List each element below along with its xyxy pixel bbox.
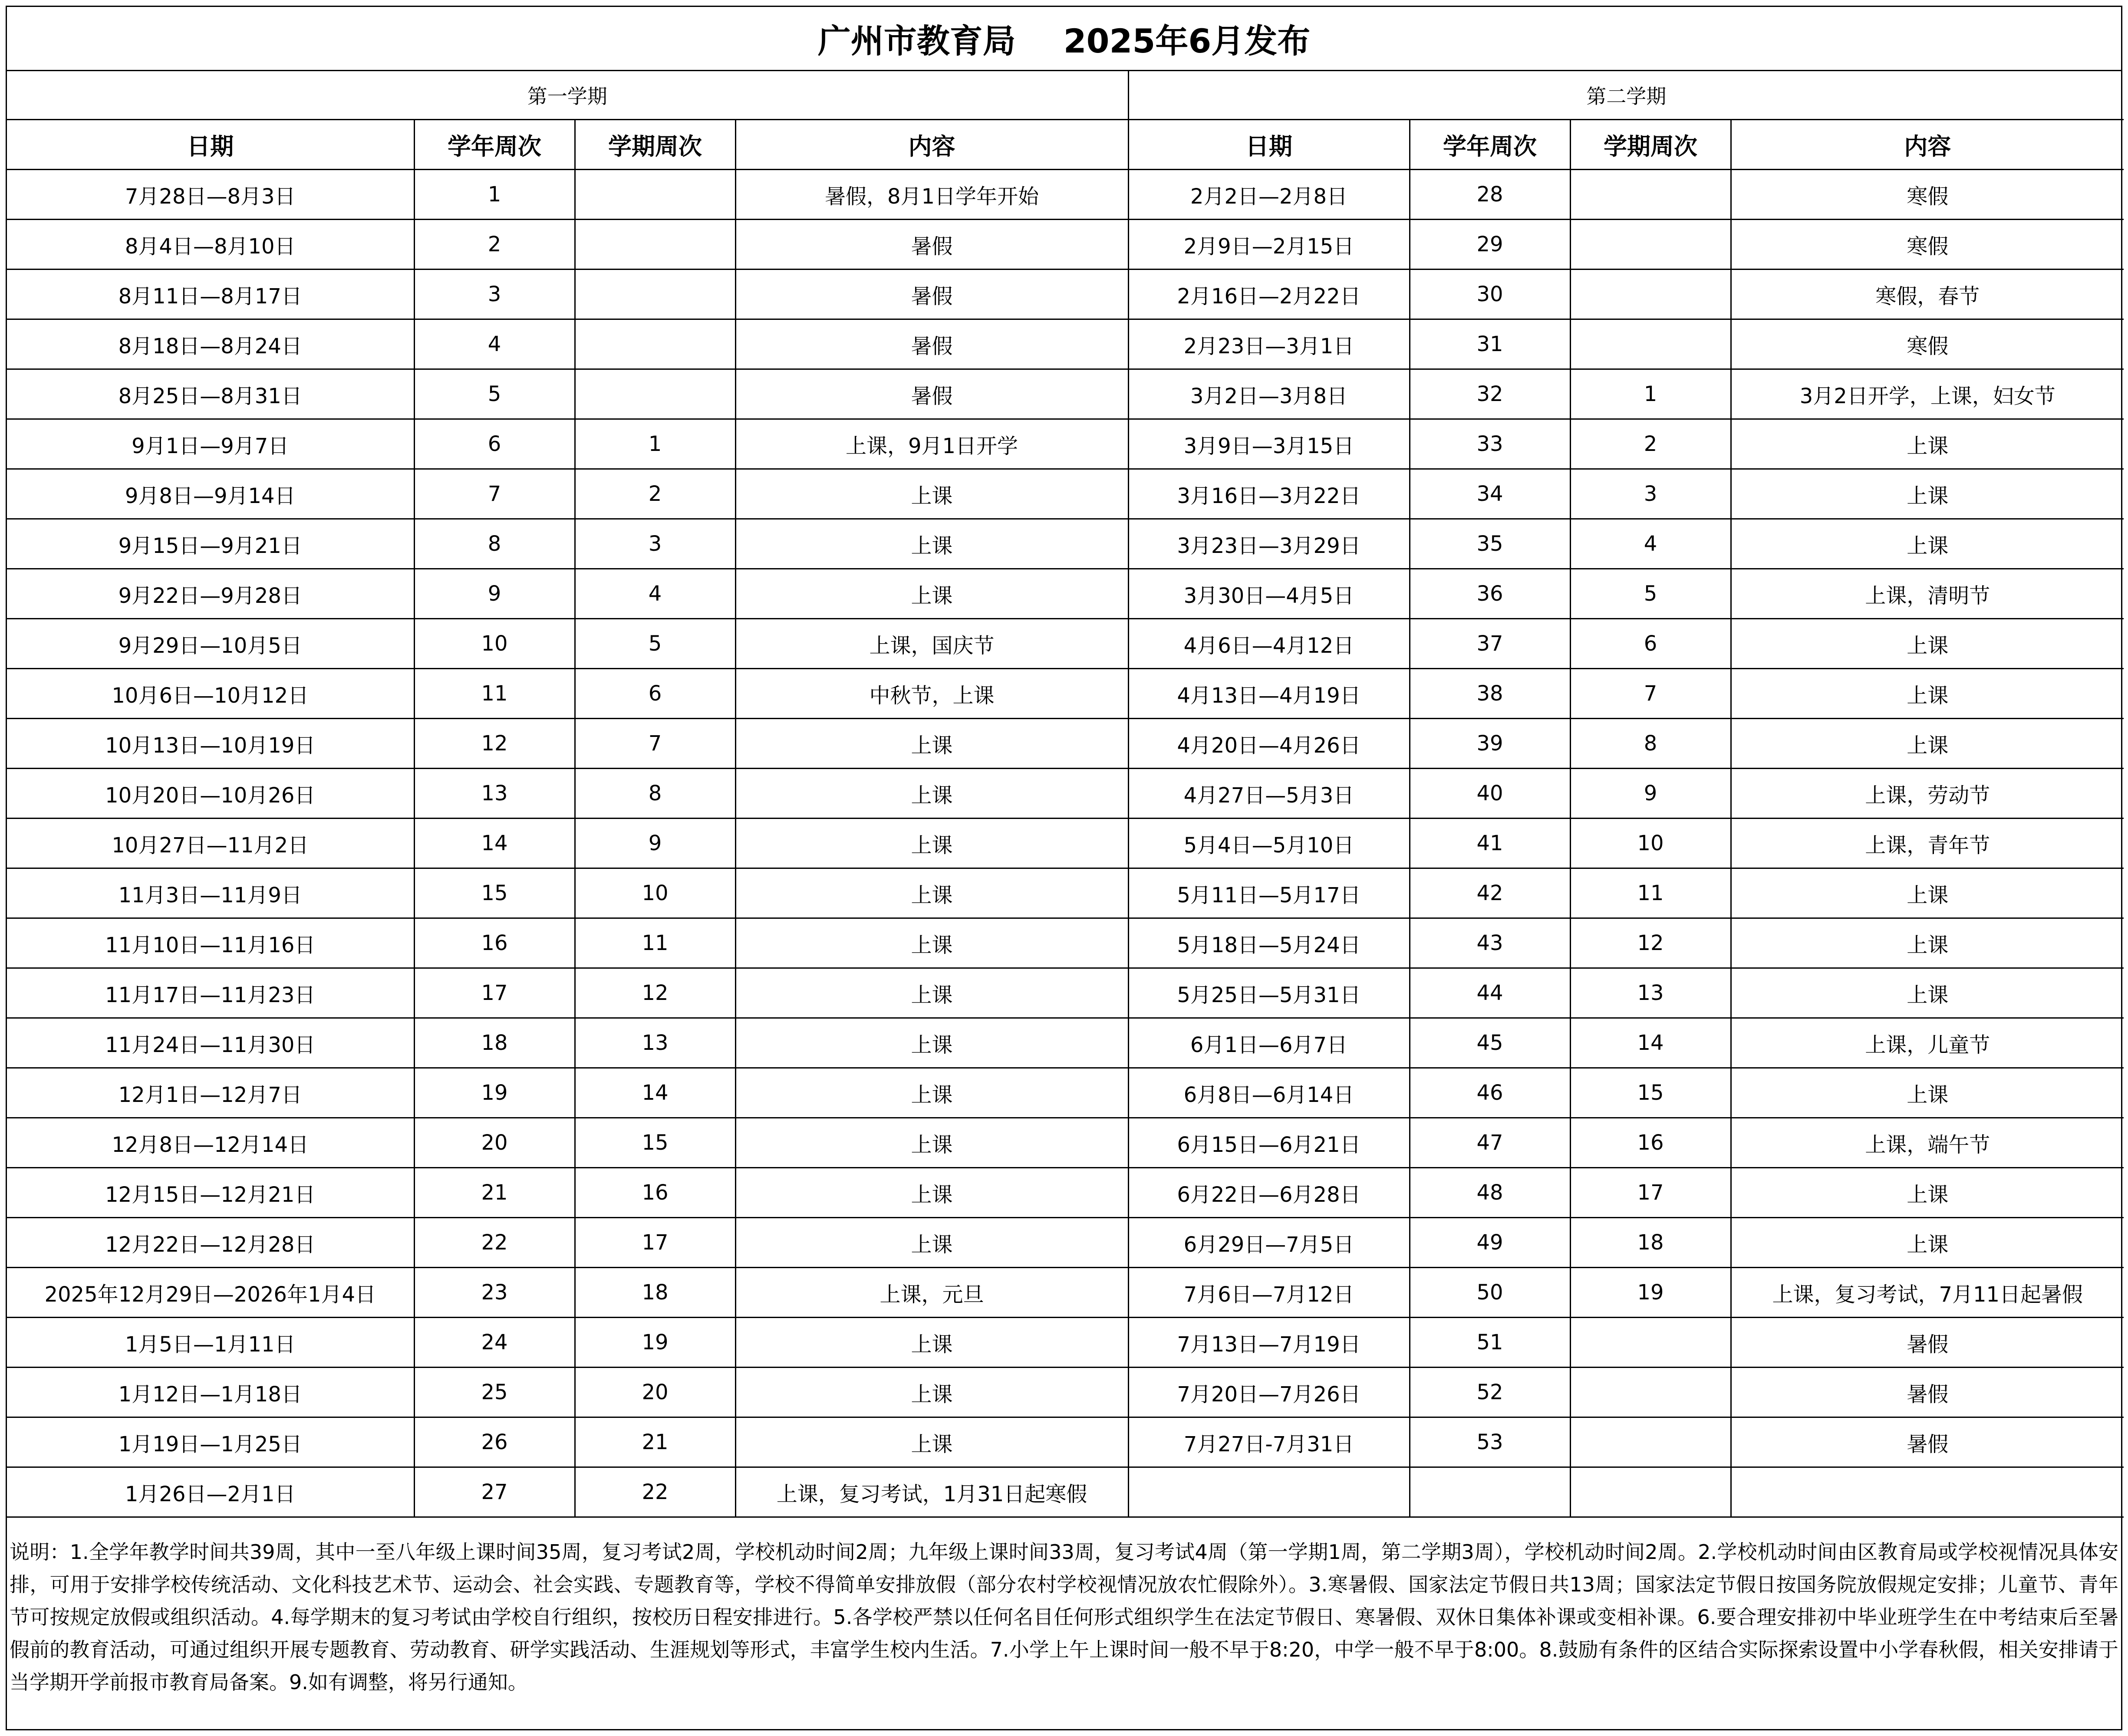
first-term-date-cell: 8月4日—8月10日	[7, 220, 414, 270]
table-row	[7, 270, 2124, 319]
second-term-term-week-cell: 7	[1570, 669, 1731, 719]
first-term-term-week-cell: 8	[575, 769, 735, 819]
first-term-content-cell: 上课，复习考试，1月31日起寒假	[735, 1467, 1128, 1517]
first-term-date-cell: 8月11日—8月17日	[7, 270, 414, 319]
second-term-term-week-cell	[1570, 1318, 1731, 1368]
second-term-content-cell: 上课，清明节	[1731, 569, 2124, 619]
first-term-year-week-cell: 27	[414, 1467, 575, 1517]
first-term-date-cell: 9月22日—9月28日	[7, 569, 414, 619]
first-term-content-cell: 上课	[735, 469, 1128, 519]
first-term-year-week-cell: 5	[414, 369, 575, 419]
first-term-content-cell: 上课	[735, 868, 1128, 918]
first-term-content-cell: 上课	[735, 1118, 1128, 1168]
first-term-header: 第一学期	[7, 71, 1128, 120]
table-row	[7, 319, 2124, 369]
first-term-date-cell: 1月26日—2月1日	[7, 1467, 414, 1517]
first-term-date-cell: 9月1日—9月7日	[7, 419, 414, 469]
second-term-date-cell: 3月30日—4月5日	[1128, 569, 1410, 619]
second-term-year-week-cell: 37	[1410, 619, 1570, 669]
second-term-term-week-cell	[1570, 170, 1731, 220]
second-term-date-cell: 6月1日—6月7日	[1128, 1018, 1410, 1068]
second-term-content-cell: 上课	[1731, 918, 2124, 968]
second-term-date-cell	[1128, 1467, 1410, 1517]
first-term-term-week-cell: 21	[575, 1417, 735, 1467]
first-term-content-cell: 暑假	[735, 319, 1128, 369]
first-term-date-cell: 9月8日—9月14日	[7, 469, 414, 519]
first-term-term-week-cell: 12	[575, 968, 735, 1018]
second-term-content-cell: 上课	[1731, 968, 2124, 1018]
first-term-date-cell: 1月5日—1月11日	[7, 1318, 414, 1368]
second-term-term-week-cell: 19	[1570, 1268, 1731, 1318]
first-term-date-cell: 11月10日—11月16日	[7, 918, 414, 968]
table-row	[7, 918, 2124, 968]
first-term-term-week-cell: 1	[575, 419, 735, 469]
first-term-date-cell: 11月17日—11月23日	[7, 968, 414, 1018]
table-row	[7, 619, 2124, 669]
first-term-content-cell: 上课	[735, 918, 1128, 968]
second-term-year-week-cell: 42	[1410, 868, 1570, 918]
calendar-table	[7, 71, 2124, 1518]
first-term-term-week-cell: 11	[575, 918, 735, 968]
second-term-year-week-cell: 36	[1410, 569, 1570, 619]
second-term-term-week-cell	[1570, 1417, 1731, 1467]
second-term-date-cell: 5月25日—5月31日	[1128, 968, 1410, 1018]
second-term-year-week-cell: 51	[1410, 1318, 1570, 1368]
second-term-content-cell: 3月2日开学，上课，妇女节	[1731, 369, 2124, 419]
second-term-date-cell: 4月27日—5月3日	[1128, 769, 1410, 819]
first-term-term-week-cell: 13	[575, 1018, 735, 1068]
second-term-term-week-cell: 10	[1570, 819, 1731, 868]
second-term-term-week-cell: 4	[1570, 519, 1731, 569]
first-term-term-week-cell: 14	[575, 1068, 735, 1118]
first-term-date-cell: 7月28日—8月3日	[7, 170, 414, 220]
column-header-row	[7, 120, 2124, 170]
first-term-term-week-cell	[575, 170, 735, 220]
first-term-content-cell: 上课	[735, 1168, 1128, 1218]
first-term-date-cell: 11月3日—11月9日	[7, 868, 414, 918]
second-term-date-cell: 3月2日—3月8日	[1128, 369, 1410, 419]
second-term-content-cell: 寒假	[1731, 170, 2124, 220]
first-term-term-week-cell	[575, 319, 735, 369]
first-term-year-week-cell: 14	[414, 819, 575, 868]
second-term-content-cell: 上课，儿童节	[1731, 1018, 2124, 1068]
second-term-header: 第二学期	[1128, 71, 2124, 120]
first-term-year-week-cell: 22	[414, 1218, 575, 1268]
first-term-content-cell: 上课	[735, 769, 1128, 819]
second-term-year-week-cell: 31	[1410, 319, 1570, 369]
col-header-content: 内容	[1731, 120, 2124, 170]
table-row	[7, 1018, 2124, 1068]
second-term-year-week-cell	[1410, 1467, 1570, 1517]
second-term-term-week-cell: 14	[1570, 1018, 1731, 1068]
second-term-year-week-cell: 47	[1410, 1118, 1570, 1168]
second-term-year-week-cell: 48	[1410, 1168, 1570, 1218]
first-term-year-week-cell: 17	[414, 968, 575, 1018]
second-term-year-week-cell: 32	[1410, 369, 1570, 419]
table-row	[7, 170, 2124, 220]
second-term-content-cell: 上课	[1731, 1168, 2124, 1218]
first-term-content-cell: 暑假，8月1日学年开始	[735, 170, 1128, 220]
second-term-year-week-cell: 33	[1410, 419, 1570, 469]
first-term-date-cell: 10月20日—10月26日	[7, 769, 414, 819]
second-term-year-week-cell: 52	[1410, 1368, 1570, 1417]
table-row	[7, 1467, 2124, 1517]
first-term-term-week-cell: 6	[575, 669, 735, 719]
second-term-year-week-cell: 40	[1410, 769, 1570, 819]
first-term-term-week-cell	[575, 270, 735, 319]
first-term-year-week-cell: 15	[414, 868, 575, 918]
first-term-content-cell: 上课	[735, 1218, 1128, 1268]
first-term-content-cell: 暑假	[735, 369, 1128, 419]
second-term-term-week-cell	[1570, 1368, 1731, 1417]
first-term-year-week-cell: 2	[414, 220, 575, 270]
second-term-year-week-cell: 41	[1410, 819, 1570, 868]
first-term-date-cell: 2025年12月29日—2026年1月4日	[7, 1268, 414, 1318]
table-row	[7, 519, 2124, 569]
first-term-year-week-cell: 16	[414, 918, 575, 968]
second-term-term-week-cell: 6	[1570, 619, 1731, 669]
table-row	[7, 1318, 2124, 1368]
title-date: 2025年6月发布	[1063, 22, 1311, 60]
first-term-term-week-cell: 17	[575, 1218, 735, 1268]
second-term-term-week-cell: 15	[1570, 1068, 1731, 1118]
second-term-term-week-cell	[1570, 220, 1731, 270]
first-term-content-cell: 上课，元旦	[735, 1268, 1128, 1318]
first-term-date-cell: 10月27日—11月2日	[7, 819, 414, 868]
term-header-row	[7, 71, 2124, 120]
second-term-content-cell: 暑假	[1731, 1368, 2124, 1417]
first-term-date-cell: 12月22日—12月28日	[7, 1218, 414, 1268]
second-term-term-week-cell: 8	[1570, 719, 1731, 769]
first-term-year-week-cell: 10	[414, 619, 575, 669]
second-term-term-week-cell: 17	[1570, 1168, 1731, 1218]
table-row	[7, 1417, 2124, 1467]
first-term-content-cell: 上课	[735, 1368, 1128, 1417]
table-row	[7, 419, 2124, 469]
second-term-term-week-cell: 13	[1570, 968, 1731, 1018]
second-term-year-week-cell: 29	[1410, 220, 1570, 270]
table-row	[7, 469, 2124, 519]
table-row	[7, 369, 2124, 419]
first-term-year-week-cell: 6	[414, 419, 575, 469]
first-term-date-cell: 10月13日—10月19日	[7, 719, 414, 769]
second-term-date-cell: 7月27日-7月31日	[1128, 1417, 1410, 1467]
table-row	[7, 968, 2124, 1018]
second-term-date-cell: 6月15日—6月21日	[1128, 1118, 1410, 1168]
second-term-content-cell: 寒假	[1731, 319, 2124, 369]
first-term-term-week-cell: 20	[575, 1368, 735, 1417]
first-term-content-cell: 中秋节，上课	[735, 669, 1128, 719]
second-term-year-week-cell: 34	[1410, 469, 1570, 519]
second-term-term-week-cell: 9	[1570, 769, 1731, 819]
second-term-date-cell: 3月16日—3月22日	[1128, 469, 1410, 519]
first-term-year-week-cell: 24	[414, 1318, 575, 1368]
second-term-year-week-cell: 35	[1410, 519, 1570, 569]
second-term-content-cell: 暑假	[1731, 1417, 2124, 1467]
first-term-date-cell: 1月19日—1月25日	[7, 1417, 414, 1467]
second-term-content-cell: 上课，青年节	[1731, 819, 2124, 868]
second-term-year-week-cell: 38	[1410, 669, 1570, 719]
second-term-date-cell: 2月2日—2月8日	[1128, 170, 1410, 220]
second-term-content-cell: 上课，劳动节	[1731, 769, 2124, 819]
first-term-date-cell: 8月18日—8月24日	[7, 319, 414, 369]
second-term-term-week-cell: 3	[1570, 469, 1731, 519]
first-term-content-cell: 上课，9月1日开学	[735, 419, 1128, 469]
second-term-content-cell: 暑假	[1731, 1318, 2124, 1368]
table-row	[7, 1068, 2124, 1118]
first-term-content-cell: 上课	[735, 819, 1128, 868]
first-term-content-cell: 上课，国庆节	[735, 619, 1128, 669]
second-term-year-week-cell: 45	[1410, 1018, 1570, 1068]
second-term-year-week-cell: 53	[1410, 1417, 1570, 1467]
second-term-year-week-cell: 43	[1410, 918, 1570, 968]
second-term-content-cell: 寒假，春节	[1731, 270, 2124, 319]
first-term-content-cell: 上课	[735, 519, 1128, 569]
first-term-year-week-cell: 19	[414, 1068, 575, 1118]
second-term-date-cell: 2月23日—3月1日	[1128, 319, 1410, 369]
second-term-content-cell: 上课	[1731, 868, 2124, 918]
second-term-date-cell: 7月13日—7月19日	[1128, 1318, 1410, 1368]
second-term-date-cell: 7月6日—7月12日	[1128, 1268, 1410, 1318]
first-term-date-cell: 1月12日—1月18日	[7, 1368, 414, 1417]
second-term-content-cell: 上课，端午节	[1731, 1118, 2124, 1168]
second-term-date-cell: 6月22日—6月28日	[1128, 1168, 1410, 1218]
second-term-term-week-cell	[1570, 1467, 1731, 1517]
second-term-year-week-cell: 39	[1410, 719, 1570, 769]
first-term-year-week-cell: 1	[414, 170, 575, 220]
second-term-year-week-cell: 44	[1410, 968, 1570, 1018]
table-row	[7, 1118, 2124, 1168]
second-term-content-cell: 寒假	[1731, 220, 2124, 270]
table-row	[7, 1268, 2124, 1318]
first-term-date-cell: 11月24日—11月30日	[7, 1018, 414, 1068]
first-term-year-week-cell: 13	[414, 769, 575, 819]
second-term-content-cell: 上课	[1731, 619, 2124, 669]
second-term-date-cell: 5月18日—5月24日	[1128, 918, 1410, 968]
second-term-content-cell: 上课	[1731, 719, 2124, 769]
title-publisher: 广州市教育局	[817, 22, 1016, 60]
page-title	[7, 7, 2121, 71]
second-term-date-cell: 2月9日—2月15日	[1128, 220, 1410, 270]
second-term-year-week-cell: 30	[1410, 270, 1570, 319]
table-row	[7, 719, 2124, 769]
second-term-term-week-cell: 12	[1570, 918, 1731, 968]
first-term-year-week-cell: 11	[414, 669, 575, 719]
first-term-content-cell: 上课	[735, 1318, 1128, 1368]
second-term-term-week-cell: 18	[1570, 1218, 1731, 1268]
second-term-year-week-cell: 50	[1410, 1268, 1570, 1318]
col-header-term-week: 学期周次	[575, 120, 735, 170]
first-term-year-week-cell: 7	[414, 469, 575, 519]
table-row	[7, 819, 2124, 868]
first-term-date-cell: 12月1日—12月7日	[7, 1068, 414, 1118]
second-term-content-cell	[1731, 1467, 2124, 1517]
first-term-date-cell: 12月8日—12月14日	[7, 1118, 414, 1168]
first-term-term-week-cell: 9	[575, 819, 735, 868]
second-term-date-cell: 6月8日—6月14日	[1128, 1068, 1410, 1118]
first-term-year-week-cell: 18	[414, 1018, 575, 1068]
second-term-date-cell: 4月20日—4月26日	[1128, 719, 1410, 769]
first-term-year-week-cell: 25	[414, 1368, 575, 1417]
first-term-date-cell: 12月15日—12月21日	[7, 1168, 414, 1218]
second-term-year-week-cell: 46	[1410, 1068, 1570, 1118]
first-term-content-cell: 上课	[735, 719, 1128, 769]
first-term-term-week-cell	[575, 220, 735, 270]
second-term-content-cell: 上课	[1731, 419, 2124, 469]
first-term-content-cell: 上课	[735, 1417, 1128, 1467]
notes-paragraph: 说明：1.全学年教学时间共39周，其中一至八年级上课时间35周，复习考试2周，学校机动时间2周；九年级上课时间33周，复习考试4周（第一学期1周，第二学期3周），学校机动时间2周。2.学校机动时间由区教育局或学校视情况具体安排，可用于安排学校传统活动、文化科技艺术节、运动会、社会实践、专题教育等，学校不得简单安排放假（部分农村学校视情况放农忙假除外）。3.寒暑假、国家法定节假日共13周；国家法定节假日按国务院放假规定安排；儿童节、青年节可按规定放假或组织活动。4.每学期末的复习考试由学校自行组织，按校历日程安排进行。5.各学校严禁以任何名目任何形式组织学生在法定节假日、寒暑假、双休日集体补课或变相补课。6.要合理安排初中毕业班学生在中考结束后至暑假前的教育活动，可通过组织开展专题教育、劳动教育、研学实践活动、生涯规划等形式，丰富学生校内生活。7.小学上午上课时间一般不早于8:20，中学一般不早于8:00。8.鼓励有条件的区结合实际探索设置中小学春秋假，相关安排请于当学期开学前报市教育局备案。9.如有调整，将另行通知。	[10, 1540, 2118, 1694]
first-term-date-cell: 8月25日—8月31日	[7, 369, 414, 419]
second-term-term-week-cell: 2	[1570, 419, 1731, 469]
second-term-year-week-cell: 49	[1410, 1218, 1570, 1268]
first-term-date-cell: 9月29日—10月5日	[7, 619, 414, 669]
first-term-year-week-cell: 12	[414, 719, 575, 769]
first-term-year-week-cell: 21	[414, 1168, 575, 1218]
table-row	[7, 569, 2124, 619]
first-term-term-week-cell: 5	[575, 619, 735, 669]
table-row	[7, 220, 2124, 270]
first-term-year-week-cell: 26	[414, 1417, 575, 1467]
table-row	[7, 1368, 2124, 1417]
second-term-content-cell: 上课	[1731, 1068, 2124, 1118]
first-term-term-week-cell: 18	[575, 1268, 735, 1318]
second-term-content-cell: 上课，复习考试，7月11日起暑假	[1731, 1268, 2124, 1318]
first-term-year-week-cell: 8	[414, 519, 575, 569]
first-term-year-week-cell: 3	[414, 270, 575, 319]
table-row	[7, 1218, 2124, 1268]
first-term-term-week-cell: 15	[575, 1118, 735, 1168]
col-header-content: 内容	[735, 120, 1128, 170]
first-term-date-cell: 9月15日—9月21日	[7, 519, 414, 569]
second-term-year-week-cell: 28	[1410, 170, 1570, 220]
second-term-date-cell: 3月9日—3月15日	[1128, 419, 1410, 469]
first-term-term-week-cell: 22	[575, 1467, 735, 1517]
first-term-year-week-cell: 9	[414, 569, 575, 619]
first-term-term-week-cell: 3	[575, 519, 735, 569]
col-header-term-week: 学期周次	[1570, 120, 1731, 170]
col-header-date: 日期	[7, 120, 414, 170]
second-term-date-cell: 5月11日—5月17日	[1128, 868, 1410, 918]
first-term-date-cell: 10月6日—10月12日	[7, 669, 414, 719]
first-term-term-week-cell: 16	[575, 1168, 735, 1218]
second-term-term-week-cell: 5	[1570, 569, 1731, 619]
table-row	[7, 1168, 2124, 1218]
first-term-year-week-cell: 23	[414, 1268, 575, 1318]
second-term-date-cell: 5月4日—5月10日	[1128, 819, 1410, 868]
second-term-content-cell: 上课	[1731, 669, 2124, 719]
second-term-content-cell: 上课	[1731, 519, 2124, 569]
col-header-year-week: 学年周次	[1410, 120, 1570, 170]
second-term-date-cell: 2月16日—2月22日	[1128, 270, 1410, 319]
first-term-term-week-cell: 10	[575, 868, 735, 918]
first-term-year-week-cell: 20	[414, 1118, 575, 1168]
second-term-term-week-cell	[1570, 319, 1731, 369]
second-term-date-cell: 6月29日—7月5日	[1128, 1218, 1410, 1268]
second-term-term-week-cell: 16	[1570, 1118, 1731, 1168]
first-term-term-week-cell: 19	[575, 1318, 735, 1368]
table-row	[7, 669, 2124, 719]
second-term-term-week-cell: 11	[1570, 868, 1731, 918]
col-header-date: 日期	[1128, 120, 1410, 170]
second-term-content-cell: 上课	[1731, 1218, 2124, 1268]
second-term-date-cell: 3月23日—3月29日	[1128, 519, 1410, 569]
first-term-term-week-cell: 2	[575, 469, 735, 519]
second-term-term-week-cell: 1	[1570, 369, 1731, 419]
second-term-content-cell: 上课	[1731, 469, 2124, 519]
table-row	[7, 868, 2124, 918]
first-term-content-cell: 暑假	[735, 270, 1128, 319]
first-term-content-cell: 上课	[735, 569, 1128, 619]
first-term-content-cell: 暑假	[735, 220, 1128, 270]
first-term-content-cell: 上课	[735, 968, 1128, 1018]
first-term-term-week-cell: 7	[575, 719, 735, 769]
second-term-date-cell: 4月13日—4月19日	[1128, 669, 1410, 719]
first-term-content-cell: 上课	[735, 1068, 1128, 1118]
second-term-date-cell: 4月6日—4月12日	[1128, 619, 1410, 669]
second-term-term-week-cell	[1570, 270, 1731, 319]
school-calendar-sheet	[6, 6, 2122, 1730]
col-header-year-week: 学年周次	[414, 120, 575, 170]
first-term-term-week-cell	[575, 369, 735, 419]
first-term-year-week-cell: 4	[414, 319, 575, 369]
table-row	[7, 769, 2124, 819]
second-term-date-cell: 7月20日—7月26日	[1128, 1368, 1410, 1417]
first-term-term-week-cell: 4	[575, 569, 735, 619]
first-term-content-cell: 上课	[735, 1018, 1128, 1068]
